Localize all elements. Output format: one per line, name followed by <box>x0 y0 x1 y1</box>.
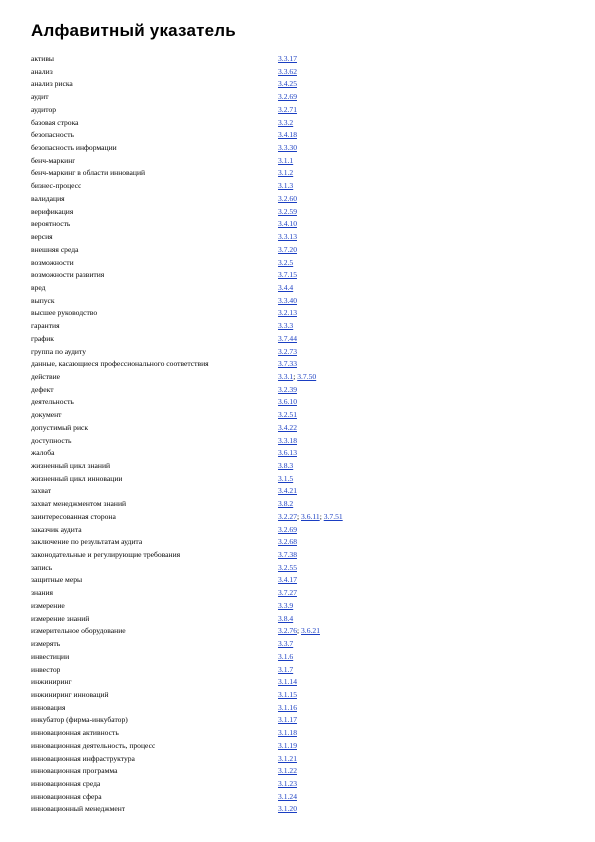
index-entry <box>31 803 571 816</box>
index-term: выпуск <box>31 295 55 305</box>
section-ref-link[interactable]: 3.3.17 <box>278 54 297 63</box>
index-refs <box>278 244 297 257</box>
index-term: инвестиции <box>31 651 70 661</box>
index-entry <box>31 282 571 295</box>
section-ref-link[interactable]: 3.6.11 <box>301 511 320 521</box>
index-refs <box>278 651 293 664</box>
index-refs <box>278 727 297 740</box>
index-refs <box>278 231 297 244</box>
section-ref-link[interactable]: 3.3.9 <box>278 600 294 610</box>
index-refs <box>278 117 293 130</box>
index-entry <box>31 129 571 142</box>
index-refs <box>278 422 297 435</box>
index-refs <box>278 676 297 689</box>
section-ref-link[interactable]: 3.7.33 <box>278 359 297 369</box>
index-entry <box>31 587 571 600</box>
section-ref-link[interactable]: 3.2.73 <box>278 346 297 356</box>
index-term: инновация <box>31 702 66 712</box>
index-entry <box>31 66 571 79</box>
index-term: инновационная среда <box>31 778 101 788</box>
section-ref-link[interactable]: 3.4.21 <box>278 486 297 496</box>
index-refs <box>278 409 297 422</box>
index-entry <box>31 422 571 435</box>
section-ref-link[interactable]: 3.1.18 <box>278 728 297 738</box>
index-term: заключение по результатам аудита <box>31 537 143 547</box>
section-ref-link[interactable]: 3.1.22 <box>278 766 297 776</box>
index-entry <box>31 511 571 524</box>
index-entry <box>31 180 571 193</box>
section-ref-link[interactable]: 3.1.24 <box>278 791 297 801</box>
section-ref-link[interactable]: 3.6.13 <box>278 448 297 458</box>
section-ref-link[interactable]: 3.2.13 <box>278 308 297 318</box>
index-entry <box>31 498 571 511</box>
index-refs <box>278 702 297 715</box>
index-term: активы <box>31 54 55 63</box>
index-term: измерение знаний <box>31 613 90 623</box>
index-entry <box>31 473 571 486</box>
index-term: знания <box>31 588 54 598</box>
section-ref-link[interactable]: 3.3.3 <box>278 321 294 331</box>
index-term: бенч-маркинг <box>31 155 76 165</box>
index-refs <box>278 142 297 155</box>
section-ref-link[interactable]: 3.4.18 <box>278 130 297 140</box>
index-entry <box>31 78 571 91</box>
index-refs <box>278 218 297 231</box>
section-ref-link[interactable]: 3.2.68 <box>278 537 297 547</box>
index-refs <box>278 129 297 142</box>
section-ref-link[interactable]: 3.3.13 <box>278 232 297 242</box>
section-ref-link[interactable]: 3.3.18 <box>278 435 297 445</box>
index-refs <box>278 104 297 117</box>
ref-separator: ; <box>296 511 301 521</box>
index-term: возможности развития <box>31 270 105 280</box>
index-term: измерительное оборудование <box>31 626 126 636</box>
index-entry <box>31 778 571 791</box>
index-refs <box>278 282 293 295</box>
section-ref-link[interactable]: 3.2.60 <box>278 193 297 203</box>
index-refs <box>278 536 297 549</box>
index-term: измерять <box>31 639 61 649</box>
index-entry <box>31 447 571 460</box>
index-term: группа по аудиту <box>31 346 87 356</box>
ref-separator: ; <box>296 626 301 636</box>
index-refs <box>278 346 297 359</box>
index-term: бенч-маркинг в области инноваций <box>31 168 146 178</box>
index-term: инновационная инфраструктура <box>31 753 135 763</box>
index-entry <box>31 524 571 537</box>
index-term: бизнес-процесс <box>31 181 82 191</box>
section-ref-link[interactable]: 3.1.6 <box>278 651 294 661</box>
index-entry <box>31 333 571 346</box>
index-entry <box>31 409 571 422</box>
section-ref-link[interactable]: 3.8.2 <box>278 499 294 509</box>
index-term: инновационная сфера <box>31 791 102 801</box>
index-term: безопасность информации <box>31 143 117 153</box>
section-ref-link[interactable]: 3.7.27 <box>278 588 297 598</box>
index-term: возможности <box>31 257 74 267</box>
index-refs <box>278 803 297 816</box>
index-refs <box>278 664 293 677</box>
ref-separator: ; <box>293 371 298 381</box>
index-refs <box>278 384 297 397</box>
index-refs <box>278 91 297 104</box>
index-refs <box>278 269 297 282</box>
section-ref-link[interactable]: 3.3.62 <box>278 66 297 76</box>
index-entry <box>31 485 571 498</box>
index-entry <box>31 740 571 753</box>
index-term: измерение <box>31 600 65 610</box>
section-ref-link[interactable]: 3.8.3 <box>278 461 294 470</box>
index-entry <box>31 307 571 320</box>
page-title: Алфавитный указатель <box>31 21 236 40</box>
index-term: инновационная активность <box>31 728 119 738</box>
index-refs <box>278 155 293 168</box>
section-ref-link[interactable]: 3.2.69 <box>278 524 297 534</box>
index-refs <box>278 167 293 180</box>
index-term: захват менеджментом знаний <box>31 499 127 509</box>
section-ref-link[interactable]: 3.1.15 <box>278 689 297 699</box>
index-refs <box>278 524 297 537</box>
index-refs <box>278 600 293 613</box>
index-refs <box>278 396 297 409</box>
index-refs <box>278 473 293 486</box>
index-refs <box>278 689 297 702</box>
index-entry <box>31 664 571 677</box>
index-list <box>31 53 571 816</box>
index-entry <box>31 460 571 473</box>
index-term: вероятность <box>31 219 71 229</box>
section-ref-link[interactable]: 3.2.27 <box>278 511 297 521</box>
index-refs <box>278 613 293 626</box>
index-term: данные, касающиеся профессионального соответствия <box>31 359 209 369</box>
index-entry <box>31 167 571 180</box>
index-refs <box>278 485 297 498</box>
index-term: жалоба <box>31 448 55 458</box>
index-term: захват <box>31 486 52 496</box>
section-ref-link[interactable]: 3.7.15 <box>278 270 297 280</box>
section-ref-link[interactable]: 3.1.23 <box>278 778 297 788</box>
index-refs <box>278 78 297 91</box>
section-ref-link[interactable]: 3.8.4 <box>278 613 294 623</box>
index-refs <box>278 562 297 575</box>
index-entry <box>31 371 571 384</box>
index-entry <box>31 791 571 804</box>
section-ref-link[interactable]: 3.4.10 <box>278 219 297 229</box>
section-ref-link[interactable]: 3.1.2 <box>278 168 294 178</box>
index-term: инкубатор (фирма-инкубатор) <box>31 715 128 725</box>
index-term: вред <box>31 282 46 292</box>
index-refs <box>278 333 297 346</box>
index-refs <box>278 358 297 371</box>
index-term: инжиниринг инноваций <box>31 689 109 699</box>
section-ref-link[interactable]: 3.2.51 <box>278 410 297 420</box>
index-entry <box>31 295 571 308</box>
section-ref-link[interactable]: 3.6.10 <box>278 397 297 407</box>
index-entry <box>31 358 571 371</box>
index-refs <box>278 180 293 193</box>
index-term: дефект <box>31 384 54 394</box>
section-ref-link[interactable]: 3.1.3 <box>278 181 294 191</box>
index-entry <box>31 574 571 587</box>
index-refs <box>278 740 297 753</box>
index-refs <box>278 778 297 791</box>
index-term: жизненный цикл знаний <box>31 461 111 470</box>
ref-separator: ; <box>319 511 324 521</box>
section-ref-link[interactable]: 3.4.4 <box>278 282 294 292</box>
index-term: действие <box>31 371 61 381</box>
index-entry <box>31 702 571 715</box>
index-entry <box>31 714 571 727</box>
index-term: защитные меры <box>31 575 83 585</box>
section-ref-link[interactable]: 3.3.30 <box>278 143 297 153</box>
index-entry <box>31 231 571 244</box>
section-ref-link[interactable]: 3.2.55 <box>278 562 297 572</box>
section-ref-link[interactable]: 3.6.21 <box>301 626 320 636</box>
index-entry <box>31 269 571 282</box>
index-entry <box>31 753 571 766</box>
index-entry <box>31 689 571 702</box>
index-entry <box>31 206 571 219</box>
index-term: инновационная программа <box>31 766 118 776</box>
index-refs <box>278 587 297 600</box>
index-refs <box>278 53 297 66</box>
index-refs <box>278 638 293 651</box>
index-entry <box>31 536 571 549</box>
index-entry <box>31 117 571 130</box>
index-term: высшее руководство <box>31 308 98 318</box>
index-entry <box>31 193 571 206</box>
section-ref-link[interactable]: 3.2.5 <box>278 257 294 267</box>
index-term: график <box>31 333 54 343</box>
section-ref-link[interactable]: 3.3.2 <box>278 117 294 127</box>
index-term: базовая строка <box>31 117 79 127</box>
index-refs <box>278 193 297 206</box>
index-entry <box>31 384 571 397</box>
index-refs <box>278 447 297 460</box>
index-refs <box>278 460 293 473</box>
index-entry <box>31 727 571 740</box>
section-ref-link[interactable]: 3.4.25 <box>278 79 297 89</box>
index-term: инжиниринг <box>31 677 72 687</box>
index-refs <box>278 511 343 524</box>
index-entry <box>31 320 571 333</box>
section-ref-link[interactable]: 3.2.39 <box>278 384 297 394</box>
index-refs <box>278 371 316 384</box>
section-ref-link[interactable]: 3.1.1 <box>278 155 294 165</box>
index-refs <box>278 435 297 448</box>
index-entry <box>31 346 571 359</box>
index-term: внешняя среда <box>31 244 79 254</box>
index-term: запись <box>31 562 53 572</box>
index-term: версия <box>31 232 53 242</box>
index-refs <box>278 498 293 511</box>
index-entry <box>31 600 571 613</box>
section-ref-link[interactable]: 3.1.16 <box>278 702 297 712</box>
index-term: инновационный менеджмент <box>31 804 126 814</box>
section-ref-link[interactable]: 3.1.7 <box>278 664 294 674</box>
index-entry <box>31 625 571 638</box>
index-refs <box>278 714 297 727</box>
index-entry <box>31 676 571 689</box>
index-term: допустимый риск <box>31 422 89 432</box>
index-term: валидация <box>31 193 65 203</box>
section-ref-link[interactable]: 3.1.20 <box>278 804 297 814</box>
section-ref-link[interactable]: 3.1.19 <box>278 740 297 750</box>
index-term: законодательные и регулирующие требования <box>31 550 181 560</box>
index-term: безопасность <box>31 130 74 140</box>
index-entry <box>31 651 571 664</box>
index-entry <box>31 142 571 155</box>
index-entry <box>31 91 571 104</box>
section-ref-link[interactable]: 3.4.22 <box>278 422 297 432</box>
index-term: инновационная деятельность, процесс <box>31 740 156 750</box>
section-ref-link[interactable]: 3.3.40 <box>278 295 297 305</box>
index-term: заинтересованная сторона <box>31 511 116 521</box>
index-term: анализ <box>31 66 53 76</box>
index-entry <box>31 638 571 651</box>
index-term: анализ риска <box>31 79 73 89</box>
section-ref-link[interactable]: 3.1.14 <box>278 677 297 687</box>
index-entry <box>31 257 571 270</box>
index-term: инвестор <box>31 664 61 674</box>
index-refs <box>278 791 297 804</box>
section-ref-link[interactable]: 3.2.76 <box>278 626 297 636</box>
index-refs <box>278 549 297 562</box>
index-refs <box>278 625 320 638</box>
index-refs <box>278 295 297 308</box>
section-ref-link[interactable]: 3.2.69 <box>278 92 297 102</box>
section-ref-link[interactable]: 3.7.50 <box>297 371 317 381</box>
section-ref-link[interactable]: 3.3.1 <box>278 371 294 381</box>
section-ref-link[interactable]: 3.2.59 <box>278 206 297 216</box>
index-refs <box>278 320 293 333</box>
index-refs <box>278 307 297 320</box>
index-entry <box>31 53 571 66</box>
section-ref-link[interactable]: 3.1.17 <box>278 715 297 725</box>
section-ref-link[interactable]: 3.1.5 <box>278 473 294 483</box>
index-entry <box>31 155 571 168</box>
index-refs <box>278 66 297 79</box>
index-term: гарантия <box>31 321 60 331</box>
section-ref-link[interactable]: 3.7.38 <box>278 550 297 560</box>
index-entry <box>31 244 571 257</box>
section-ref-link[interactable]: 3.7.51 <box>323 511 343 521</box>
section-ref-link[interactable]: 3.2.71 <box>278 104 297 114</box>
index-refs <box>278 257 293 270</box>
index-term: аудитор <box>31 104 57 114</box>
index-term: деятельность <box>31 397 74 407</box>
index-refs <box>278 753 297 766</box>
section-ref-link[interactable]: 3.7.20 <box>278 244 297 254</box>
index-term: документ <box>31 410 62 420</box>
section-ref-link[interactable]: 3.1.21 <box>278 753 297 763</box>
index-term: аудит <box>31 92 49 102</box>
index-entry <box>31 396 571 409</box>
section-ref-link[interactable]: 3.4.17 <box>278 575 297 585</box>
index-term: доступность <box>31 435 72 445</box>
index-entry <box>31 613 571 626</box>
index-term: жизненный цикл инновации <box>31 473 123 483</box>
index-entry <box>31 549 571 562</box>
section-ref-link[interactable]: 3.7.44 <box>278 333 297 343</box>
index-refs <box>278 206 297 219</box>
index-entry <box>31 435 571 448</box>
section-ref-link[interactable]: 3.3.7 <box>278 639 294 649</box>
index-entry <box>31 765 571 778</box>
index-refs <box>278 574 297 587</box>
index-term: заказчик аудита <box>31 524 82 534</box>
index-term: верификация <box>31 206 74 216</box>
index-entry <box>31 218 571 231</box>
index-entry <box>31 562 571 575</box>
index-entry <box>31 104 571 117</box>
index-refs <box>278 765 297 778</box>
